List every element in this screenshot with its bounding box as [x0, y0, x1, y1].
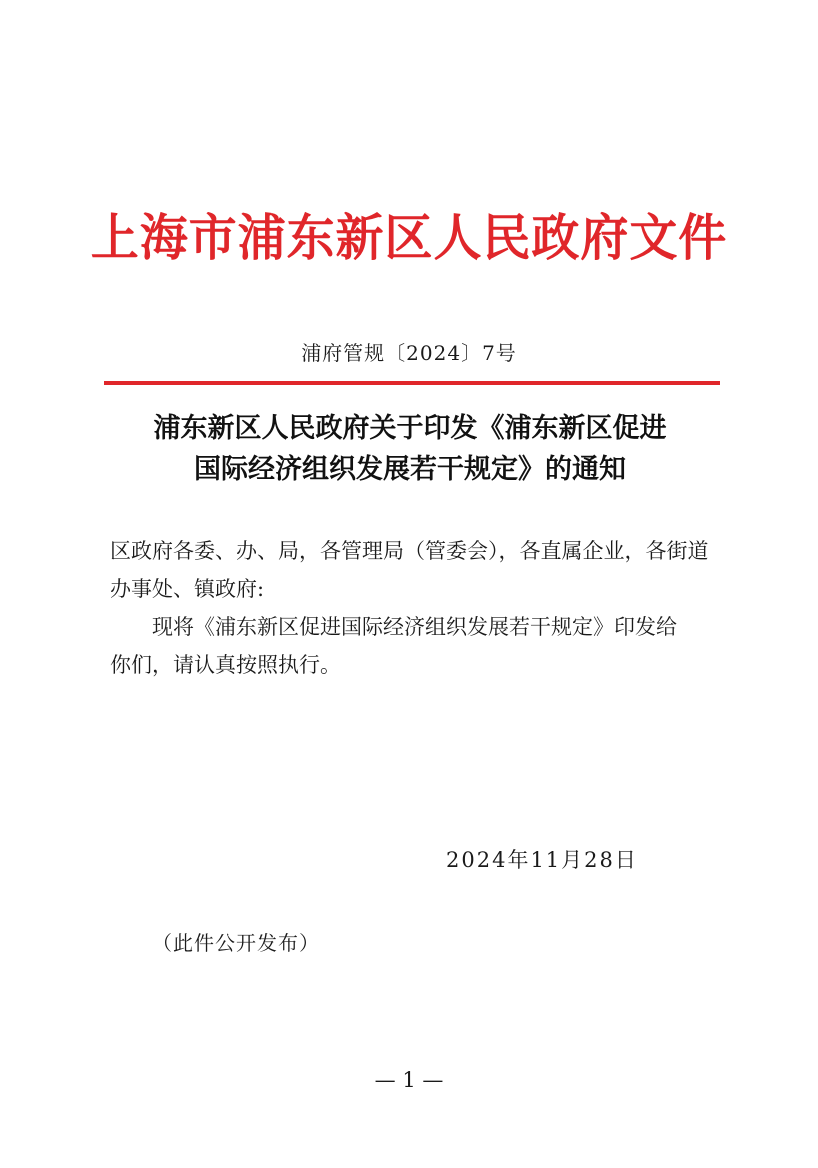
page-number: — 1 —: [374, 1068, 444, 1092]
notice-title-line-1: 浦东新区人民政府关于印发《浦东新区促进: [153, 413, 667, 444]
notice-title-line-2: 国际经济组织发展若干规定》的通知: [194, 454, 626, 485]
masthead-title: 上海市浦东新区人民政府文件: [90, 208, 728, 267]
content-line-1: 现将《浦东新区促进国际经济组织发展若干规定》印发给: [152, 615, 677, 639]
content-line-2: 你们，请认真按照执行。: [110, 653, 341, 677]
notice-title: [100, 408, 720, 490]
notice-body: [110, 532, 720, 684]
addressee-line-1: 区政府各委、办、局，各管理局（管委会），各直属企业，各街道: [110, 539, 709, 563]
publication-notice: （此件公开发布）: [152, 931, 320, 955]
addressee-line-2: 办事处、镇政府:: [110, 577, 265, 601]
document-number: 浦府管规〔2024〕7号: [301, 341, 517, 365]
issue-date: 2024年11月28日: [446, 848, 638, 872]
red-divider-line: [104, 381, 720, 385]
